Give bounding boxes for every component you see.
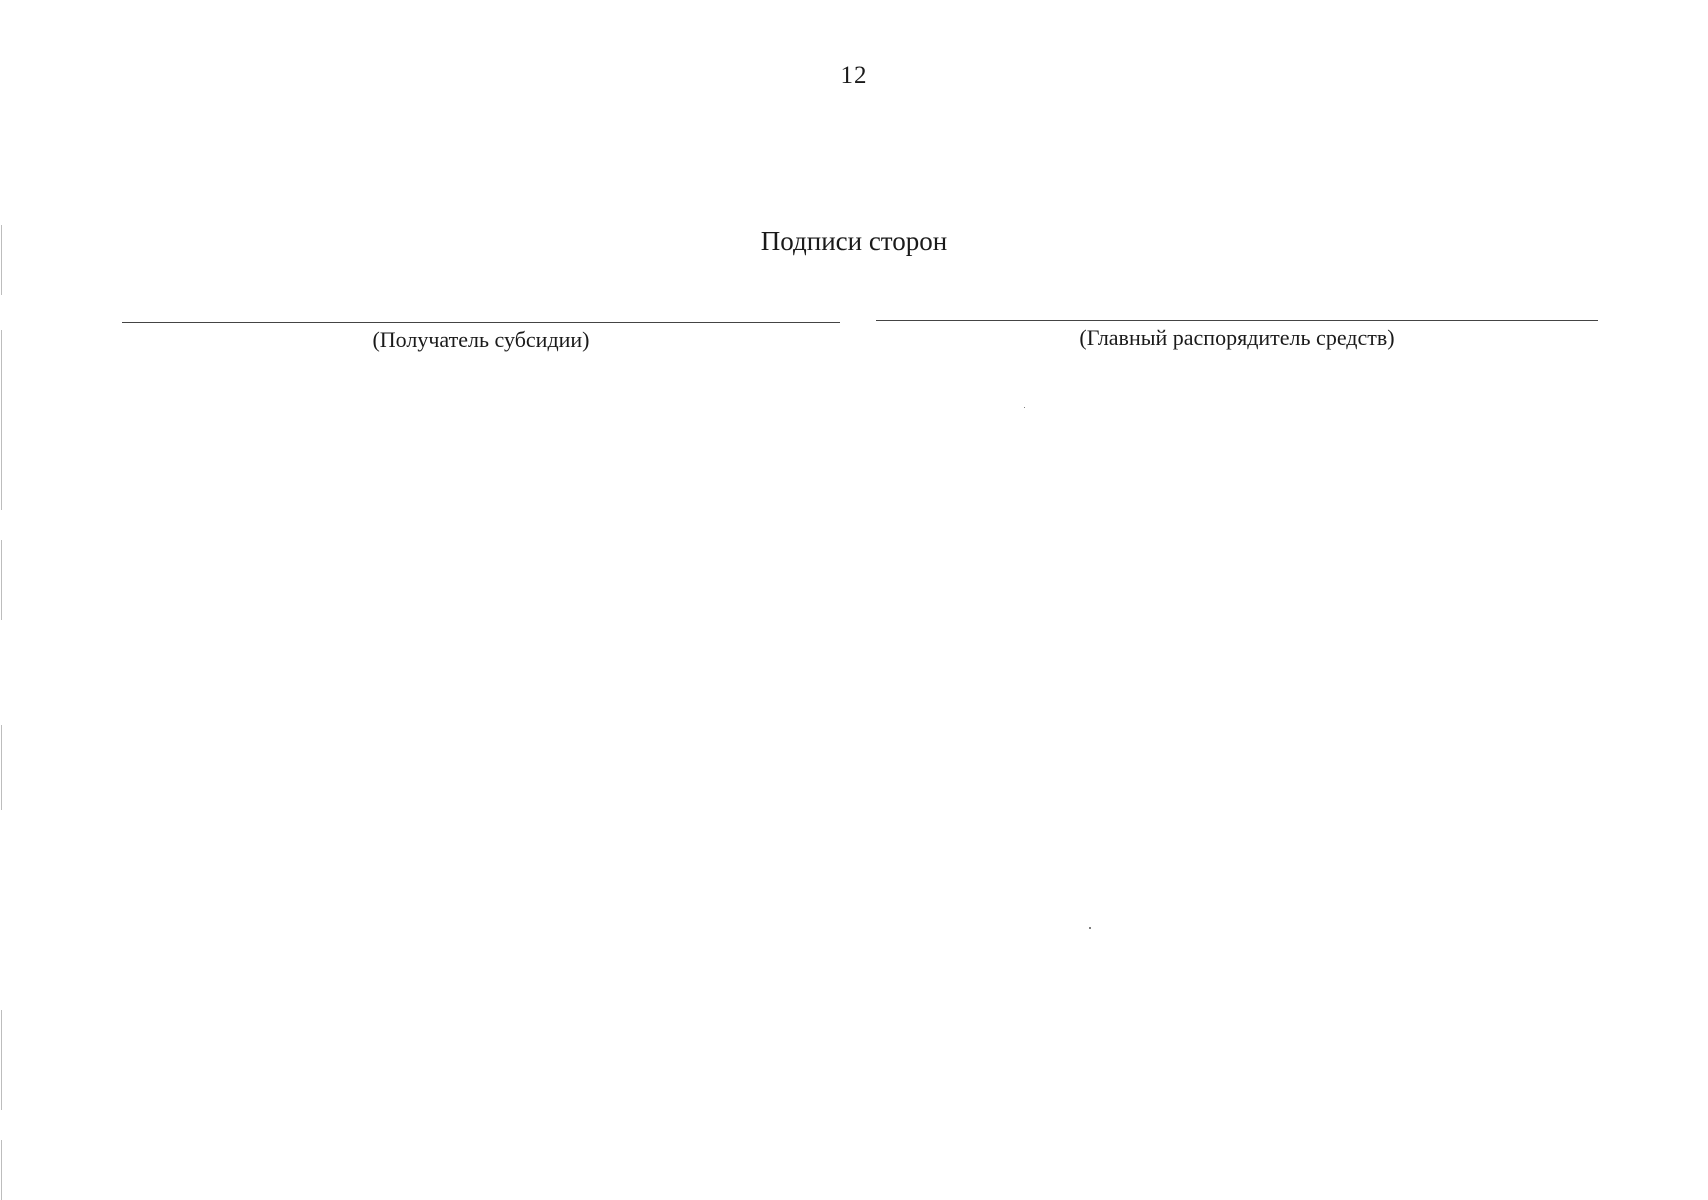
scan-edge-mark (1, 330, 2, 510)
scan-edge-mark (1, 540, 2, 620)
scan-edge-mark (1, 725, 2, 810)
signature-caption-manager: (Главный распорядитель средств) (1079, 325, 1395, 350)
scan-speck (1024, 407, 1025, 408)
signature-line (876, 320, 1598, 321)
page-heading: Подписи сторон (760, 226, 948, 256)
signature-block-manager (876, 320, 1598, 351)
scan-edge-mark (1, 1010, 2, 1110)
signature-caption-recipient: (Получатель субсидии) (372, 327, 590, 352)
signature-line (122, 322, 840, 323)
signature-block-recipient (122, 322, 840, 353)
scan-speck (1089, 927, 1091, 929)
page-number: 12 (840, 62, 868, 89)
scan-edge-mark (1, 1140, 2, 1200)
